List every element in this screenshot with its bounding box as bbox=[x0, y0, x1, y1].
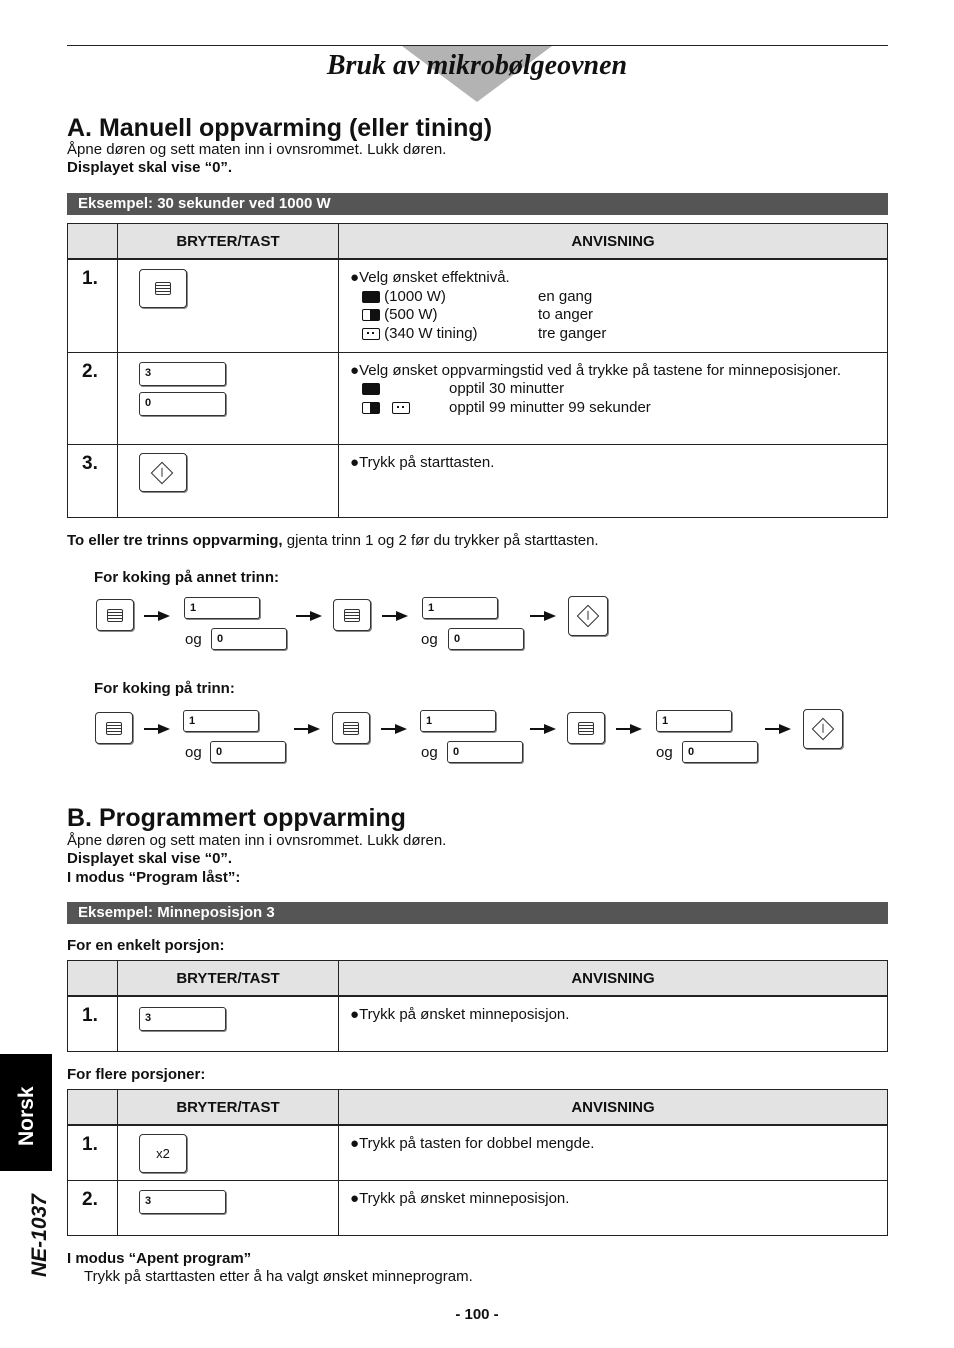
og-text: og bbox=[421, 744, 438, 761]
dial-value: 0 bbox=[453, 746, 460, 758]
col-header-instruction: ANVISNING bbox=[339, 1090, 888, 1126]
dial-value: 1 bbox=[662, 715, 669, 727]
instruction-text: Trykk på ønsket minneposisjon. bbox=[359, 1189, 570, 1207]
power-icon bbox=[344, 609, 360, 622]
col-header-key: BRYTER/TAST bbox=[118, 1090, 339, 1126]
arrow-right-icon bbox=[144, 611, 170, 621]
model-number: NE-1037 bbox=[28, 1194, 51, 1277]
level-label: (1000 W) bbox=[384, 287, 446, 305]
level-label: (500 W) bbox=[384, 306, 438, 323]
table-row bbox=[68, 996, 888, 1051]
section-a-display-note: Displayet skal vise “0”. bbox=[67, 159, 233, 176]
step-number: 1. bbox=[68, 996, 118, 1051]
arrow-right-icon bbox=[616, 724, 642, 734]
og-text: og bbox=[185, 631, 202, 648]
bullet: ● bbox=[350, 1135, 360, 1152]
power-level-button[interactable] bbox=[332, 712, 370, 744]
step-number: 1. bbox=[68, 1125, 118, 1180]
memory-dial-0[interactable] bbox=[448, 628, 524, 650]
instruction-text: Trykk på starttasten. bbox=[359, 453, 495, 471]
arrow-right-icon bbox=[296, 611, 322, 621]
manual-heating-table bbox=[67, 223, 888, 518]
example-text: Eksempel: 30 sekunder ved 1000 W bbox=[78, 195, 331, 212]
table-corner bbox=[68, 1090, 118, 1126]
two-stage-label: For koking på annet trinn: bbox=[94, 569, 280, 586]
bullet: ● bbox=[350, 1006, 360, 1023]
power-level-button[interactable] bbox=[96, 599, 134, 631]
level-presses: to anger bbox=[538, 306, 594, 323]
memory-dial-1[interactable] bbox=[422, 597, 498, 619]
section-b-heading: B. Programmert oppvarming bbox=[67, 804, 406, 832]
start-icon bbox=[812, 718, 835, 741]
power-icon bbox=[578, 722, 594, 735]
og-text: og bbox=[185, 744, 202, 761]
dial-value: 0 bbox=[145, 396, 152, 409]
memory-dial-0[interactable] bbox=[447, 741, 523, 763]
memory-dial-0[interactable] bbox=[211, 628, 287, 650]
instruction-cell bbox=[339, 259, 888, 352]
section-a-intro: Åpne døren og sett maten inn i ovnsrommet. Lukk døren. bbox=[67, 141, 447, 158]
section-a-example-bar bbox=[67, 193, 888, 215]
section-b-example-bar bbox=[67, 902, 888, 924]
section-b-display-note: Displayet skal vise “0”. bbox=[67, 850, 233, 867]
memory-dial-1[interactable] bbox=[183, 710, 259, 732]
multi-stage-bold: To eller tre trinns oppvarming, bbox=[67, 532, 283, 549]
instruction-cell bbox=[339, 1180, 888, 1235]
multi-portion-table bbox=[67, 1089, 888, 1236]
step-number: 3. bbox=[68, 444, 118, 517]
section-b-mode-note: I modus “Program låst”: bbox=[67, 869, 241, 886]
arrow-right-icon bbox=[144, 724, 170, 734]
table-row bbox=[68, 259, 888, 352]
key-cell bbox=[118, 996, 339, 1051]
two-stage-sequence bbox=[0, 596, 954, 656]
arrow-right-icon bbox=[530, 611, 556, 621]
memory-dial-1[interactable] bbox=[184, 597, 260, 619]
language-tab bbox=[0, 1054, 52, 1171]
dial-value: 3 bbox=[145, 1012, 152, 1024]
dial-value: 1 bbox=[189, 715, 196, 727]
dial-value: 0 bbox=[454, 633, 461, 645]
bullet: ● bbox=[350, 453, 360, 471]
instruction-cell bbox=[339, 996, 888, 1051]
defrost-icon bbox=[392, 402, 410, 414]
dial-value: 0 bbox=[216, 746, 223, 758]
power-icon bbox=[343, 722, 359, 735]
limit-text: opptil 30 minutter bbox=[449, 380, 565, 397]
power-icon bbox=[155, 282, 171, 295]
dial-value: 3 bbox=[145, 1194, 152, 1207]
col-header-key: BRYTER/TAST bbox=[118, 961, 339, 997]
power-icon bbox=[107, 609, 123, 622]
power-level-button[interactable] bbox=[139, 269, 187, 308]
step-number: 2. bbox=[68, 1180, 118, 1235]
three-stage-label: For koking på trinn: bbox=[94, 680, 235, 697]
power-level-button[interactable] bbox=[567, 712, 605, 744]
col-header-instruction: ANVISNING bbox=[339, 224, 888, 260]
dial-value: 0 bbox=[217, 633, 224, 645]
memory-dial-3[interactable] bbox=[139, 1007, 226, 1031]
arrow-right-icon bbox=[382, 611, 408, 621]
arrow-right-icon bbox=[765, 724, 791, 734]
col-header-key: BRYTER/TAST bbox=[118, 224, 339, 260]
step-number: 1. bbox=[68, 259, 118, 352]
start-icon bbox=[577, 605, 600, 628]
step-number: 2. bbox=[68, 352, 118, 444]
instruction-cell bbox=[339, 1125, 888, 1180]
power-icon bbox=[106, 722, 122, 735]
start-button[interactable] bbox=[139, 453, 187, 492]
section-a-heading: A. Manuell oppvarming (eller tining) bbox=[67, 114, 493, 142]
key-cell bbox=[118, 1125, 339, 1180]
dial-value: 3 bbox=[145, 366, 152, 379]
memory-dial-3[interactable] bbox=[139, 362, 226, 386]
key-cell bbox=[118, 444, 339, 517]
multi-portion-label: For flere porsjoner: bbox=[67, 1066, 206, 1083]
open-mode-text: Trykk på starttasten etter å ha valgt ønsket minneprogram. bbox=[84, 1268, 473, 1285]
memory-dial-1[interactable] bbox=[420, 710, 496, 732]
table-corner bbox=[68, 224, 118, 260]
col-header-instruction: ANVISNING bbox=[339, 961, 888, 997]
instruction-text: Trykk på ønsket minneposisjon. bbox=[359, 1006, 570, 1023]
key-cell bbox=[118, 1180, 339, 1235]
bullet: ● bbox=[350, 361, 360, 379]
half-power-icon bbox=[362, 309, 380, 321]
dial-value: 1 bbox=[190, 602, 197, 614]
three-stage-sequence bbox=[0, 708, 954, 768]
bullet: ● bbox=[350, 1189, 360, 1207]
page-number: - 100 - bbox=[455, 1306, 499, 1323]
memory-dial-1[interactable] bbox=[656, 710, 732, 732]
og-text: og bbox=[656, 744, 673, 761]
instruction-cell bbox=[339, 352, 888, 444]
arrow-right-icon bbox=[294, 724, 320, 734]
level-presses: en gang bbox=[538, 287, 593, 305]
memory-dial-3[interactable] bbox=[139, 1190, 226, 1214]
page-title: Bruk av mikrobølgeovnen bbox=[326, 50, 628, 81]
table-row bbox=[68, 1125, 888, 1180]
memory-dial-0[interactable] bbox=[139, 392, 226, 416]
start-button[interactable] bbox=[568, 596, 608, 636]
full-power-icon bbox=[362, 383, 380, 395]
section-b-intro: Åpne døren og sett maten inn i ovnsrommet. Lukk døren. bbox=[67, 832, 447, 849]
half-power-icon bbox=[362, 402, 380, 414]
table-row bbox=[68, 352, 888, 444]
level-label: (340 W tining) bbox=[384, 324, 478, 342]
memory-dial-0[interactable] bbox=[210, 741, 286, 763]
memory-dial-0[interactable] bbox=[682, 741, 758, 763]
instruction-text: Velg ønsket oppvarmingstid ved å trykke på tastene for minneposisjoner. bbox=[359, 361, 841, 379]
arrow-right-icon bbox=[381, 724, 407, 734]
double-quantity-button[interactable]: x2 bbox=[139, 1134, 187, 1173]
og-text: og bbox=[421, 631, 438, 648]
single-portion-label: For en enkelt porsjon: bbox=[67, 937, 225, 954]
power-level-button[interactable] bbox=[333, 599, 371, 631]
full-power-icon bbox=[362, 291, 380, 303]
key-cell bbox=[118, 259, 339, 352]
level-presses: tre ganger bbox=[538, 324, 607, 342]
dial-value: 0 bbox=[688, 746, 695, 758]
instruction-text: Trykk på tasten for dobbel mengde. bbox=[359, 1135, 595, 1152]
defrost-icon bbox=[362, 328, 380, 340]
single-portion-table bbox=[67, 960, 888, 1052]
instruction-cell bbox=[339, 444, 888, 517]
multi-stage-rest: gjenta trinn 1 og 2 før du trykker på starttasten. bbox=[282, 532, 599, 549]
table-row bbox=[68, 1180, 888, 1235]
dial-value: 1 bbox=[428, 602, 435, 614]
start-icon bbox=[151, 461, 174, 484]
multi-stage-note bbox=[67, 532, 599, 550]
dial-value: 1 bbox=[426, 715, 433, 727]
table-corner bbox=[68, 961, 118, 997]
arrow-right-icon bbox=[530, 724, 556, 734]
open-mode-heading: I modus “Apent program” bbox=[67, 1250, 252, 1267]
table-row bbox=[68, 444, 888, 517]
start-button[interactable] bbox=[803, 709, 843, 749]
bullet: ● bbox=[350, 269, 360, 286]
limit-text: opptil 99 minutter 99 sekunder bbox=[449, 398, 651, 416]
instruction-text: Velg ønsket effektnivå. bbox=[359, 269, 510, 286]
language-label: Norsk bbox=[15, 1086, 38, 1146]
key-cell bbox=[118, 352, 339, 444]
power-level-button[interactable] bbox=[95, 712, 133, 744]
example-text: Eksempel: Minneposisjon 3 bbox=[78, 904, 275, 921]
